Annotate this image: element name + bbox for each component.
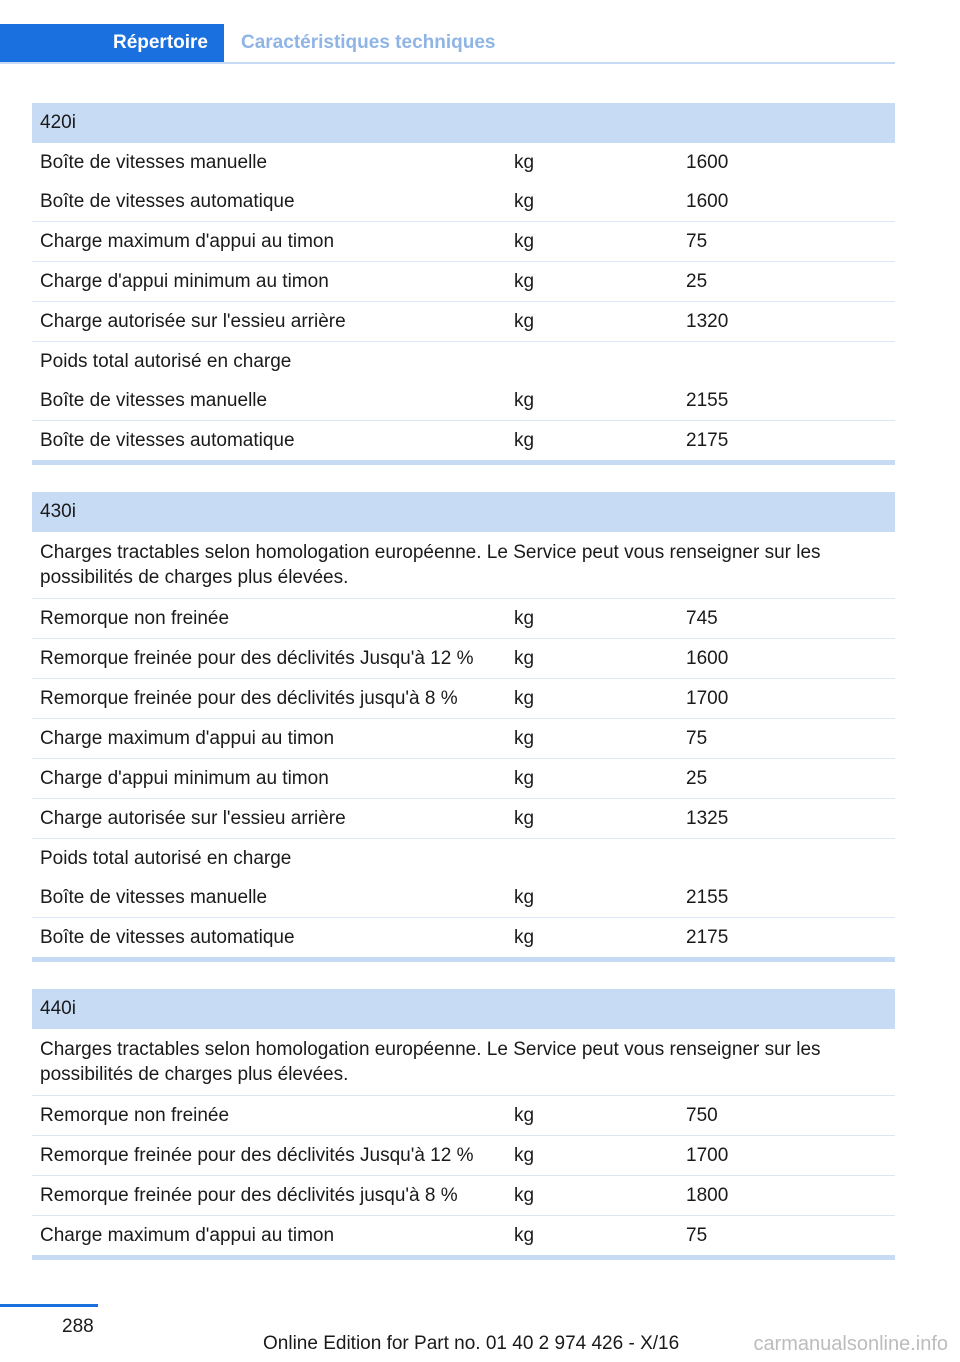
- table-title: 420i: [32, 103, 895, 143]
- row-unit: kg: [514, 429, 535, 451]
- table-row: [32, 1136, 895, 1176]
- table-row: [32, 878, 895, 918]
- row-label: Poids total autorisé en charge: [40, 350, 292, 372]
- row-label: Remorque freinée pour des déclivités jusqu'à 8 %: [40, 1184, 458, 1206]
- row-label: Boîte de vitesses manuelle: [40, 151, 268, 173]
- spec-table: [32, 103, 895, 465]
- row-label: Boîte de vitesses automatique: [40, 926, 295, 948]
- row-label: Charge d'appui minimum au timon: [40, 767, 329, 789]
- table-row: [32, 143, 895, 182]
- row-unit: kg: [514, 270, 535, 292]
- table-row: [32, 1096, 895, 1136]
- row-unit: kg: [514, 1224, 535, 1246]
- tab-repertoire[interactable]: Répertoire: [0, 24, 224, 62]
- row-value: 745: [686, 607, 718, 629]
- row-unit: kg: [514, 310, 535, 332]
- table-row: [32, 799, 895, 839]
- row-unit: kg: [514, 230, 535, 252]
- row-value: 25: [686, 767, 708, 789]
- row-value: 1600: [686, 190, 729, 212]
- row-label: Boîte de vitesses automatique: [40, 429, 295, 451]
- table-row: [32, 839, 895, 878]
- row-label: Charge maximum d'appui au timon: [40, 1224, 335, 1246]
- table-end-rule: [32, 957, 895, 962]
- row-unit: kg: [514, 190, 535, 212]
- row-value: 75: [686, 230, 708, 252]
- row-label: Charge autorisée sur l'essieu arrière: [40, 807, 346, 829]
- edition-info: Online Edition for Part no. 01 40 2 974 426 - X/16: [263, 1333, 680, 1354]
- row-label: Remorque non freinée: [40, 1104, 230, 1126]
- table-row: [32, 222, 895, 262]
- row-label: Remorque freinée pour des déclivités Jusqu'à 12 %: [40, 647, 474, 669]
- row-unit: kg: [514, 926, 535, 948]
- table-row: [32, 381, 895, 421]
- row-value: 2155: [686, 389, 729, 411]
- table-note: Charges tractables selon homologation européenne. Le Service peut vous renseigner sur les possibilités de charges plus élevées.: [32, 532, 895, 599]
- row-value: 1600: [686, 647, 729, 669]
- row-unit: kg: [514, 687, 535, 709]
- row-unit: kg: [514, 727, 535, 749]
- table-row: [32, 719, 895, 759]
- watermark: carmanualsonline.info: [753, 1333, 948, 1355]
- table-row: [32, 1176, 895, 1216]
- table-row: [32, 759, 895, 799]
- row-unit: kg: [514, 1184, 535, 1206]
- row-value: 1600: [686, 151, 729, 173]
- row-unit: kg: [514, 647, 535, 669]
- spec-tables: [32, 103, 895, 1287]
- row-value: 2175: [686, 926, 729, 948]
- row-label: Remorque non freinée: [40, 607, 230, 629]
- row-unit: kg: [514, 151, 535, 173]
- row-value: 2155: [686, 886, 729, 908]
- row-value: 1700: [686, 687, 729, 709]
- table-row: [32, 1216, 895, 1255]
- row-unit: kg: [514, 1104, 535, 1126]
- row-value: 75: [686, 1224, 708, 1246]
- table-row: [32, 421, 895, 460]
- row-unit: kg: [514, 886, 535, 908]
- row-value: 750: [686, 1104, 718, 1126]
- row-value: 1800: [686, 1184, 729, 1206]
- table-title: 440i: [32, 989, 895, 1029]
- row-value: 2175: [686, 429, 729, 451]
- table-end-rule: [32, 1255, 895, 1260]
- row-value: 1700: [686, 1144, 729, 1166]
- row-label: Poids total autorisé en charge: [40, 847, 292, 869]
- footer-accent-line: [0, 1304, 98, 1307]
- row-label: Charge d'appui minimum au timon: [40, 270, 329, 292]
- row-value: 1325: [686, 807, 729, 829]
- table-row: [32, 182, 895, 222]
- row-label: Charge maximum d'appui au timon: [40, 727, 335, 749]
- row-unit: kg: [514, 767, 535, 789]
- row-label: Boîte de vitesses manuelle: [40, 886, 268, 908]
- row-value: 75: [686, 727, 708, 749]
- table-row: [32, 262, 895, 302]
- row-label: Charge maximum d'appui au timon: [40, 230, 335, 252]
- table-row: [32, 302, 895, 342]
- row-label: Boîte de vitesses automatique: [40, 190, 295, 212]
- spec-table: [32, 492, 895, 962]
- table-title: 430i: [32, 492, 895, 532]
- row-label: Remorque freinée pour des déclivités Jusqu'à 12 %: [40, 1144, 474, 1166]
- row-unit: kg: [514, 1144, 535, 1166]
- table-row: [32, 342, 895, 381]
- row-label: Charge autorisée sur l'essieu arrière: [40, 310, 346, 332]
- table-end-rule: [32, 460, 895, 465]
- table-row: [32, 918, 895, 957]
- page-number: 288: [62, 1316, 94, 1337]
- row-unit: kg: [514, 807, 535, 829]
- table-row: [32, 639, 895, 679]
- spec-table: [32, 989, 895, 1260]
- table-row: [32, 679, 895, 719]
- table-note: Charges tractables selon homologation européenne. Le Service peut vous renseigner sur les possibilités de charges plus élevées.: [32, 1029, 895, 1096]
- row-value: 1320: [686, 310, 729, 332]
- row-label: Boîte de vitesses manuelle: [40, 389, 268, 411]
- section-header: [0, 24, 895, 64]
- tab-caracteristiques-techniques[interactable]: Caractéristiques techniques: [241, 32, 496, 53]
- row-unit: kg: [514, 607, 535, 629]
- row-label: Remorque freinée pour des déclivités jusqu'à 8 %: [40, 687, 458, 709]
- row-unit: kg: [514, 389, 535, 411]
- row-value: 25: [686, 270, 708, 292]
- table-row: [32, 599, 895, 639]
